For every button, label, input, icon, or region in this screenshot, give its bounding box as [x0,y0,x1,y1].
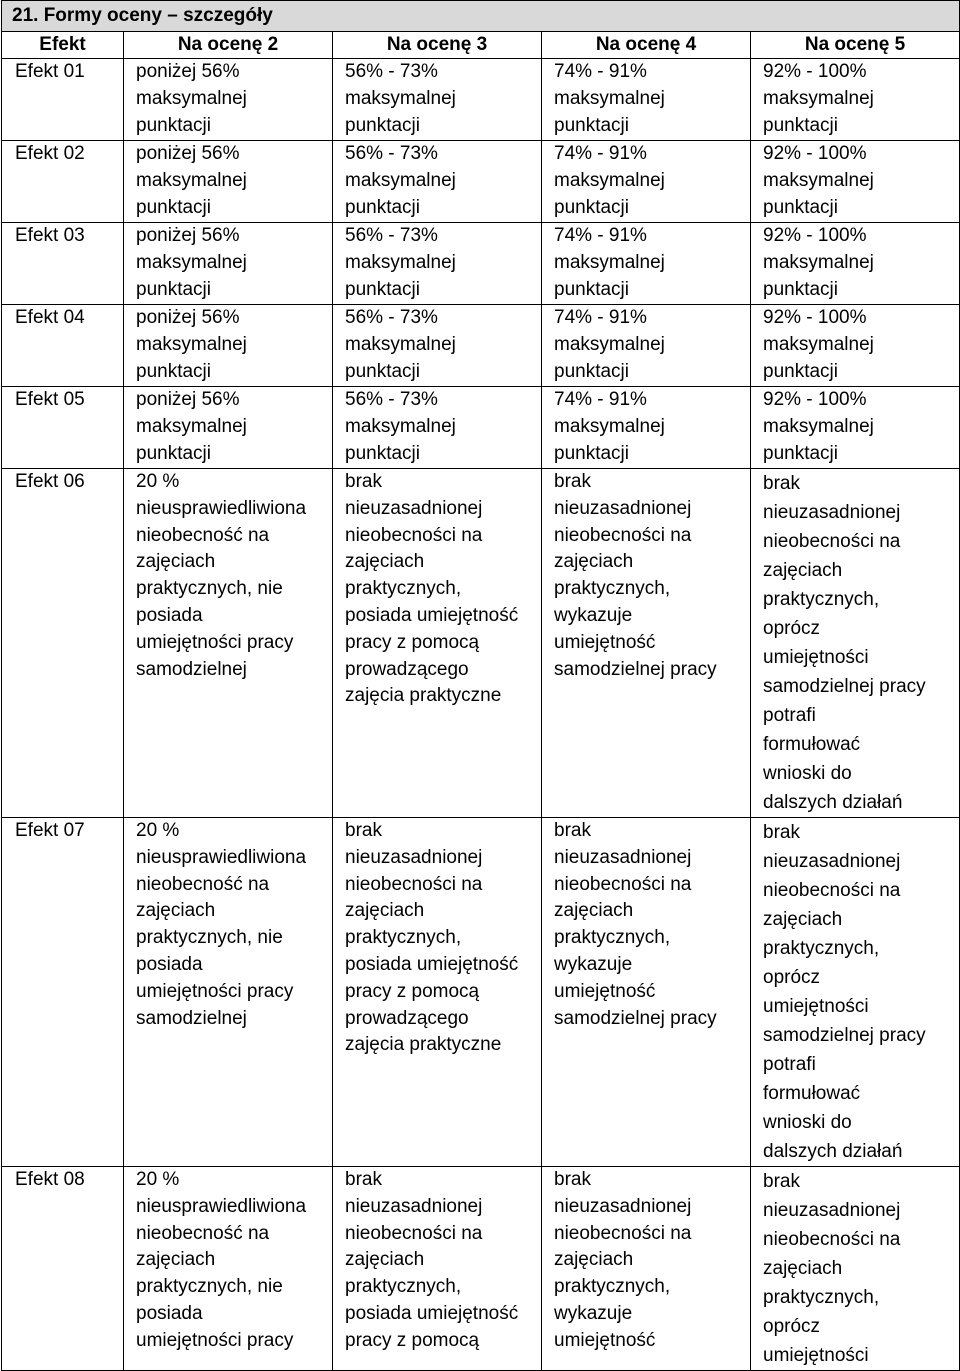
cell-text: 56% - 73% maksymalnej punktacji [345,307,456,382]
cell-text: 56% - 73% maksymalnej punktacji [345,143,456,218]
header-row [2,32,960,59]
cell-text: brak nieuzasadnionej nieobecności na zajęciach praktycznych, oprócz umiejętności samodzielnej pracy potrafi formułować wnioski do dalszych działań [763,473,926,813]
grade-5-cell [751,223,960,305]
grade-4-cell [542,305,751,387]
table-row [2,469,960,818]
cell-text: 92% - 100% maksymalnej punktacji [763,61,874,136]
grade-5-cell [751,59,960,141]
table-row [2,818,960,1167]
grade-2-cell [124,818,333,1167]
grade-4-cell [542,818,751,1167]
efekt-cell [2,305,124,387]
cell-text: brak nieuzasadnionej nieobecności na zajęciach praktycznych, oprócz umiejętności samodzielnej pracy potrafi formułować wnioski do dalszych działań [763,822,926,1162]
cell-text: Efekt 05 [15,389,85,410]
grade-4-cell [542,387,751,469]
cell-text: Efekt 07 [15,820,85,841]
efekt-cell [2,387,124,469]
cell-text: 92% - 100% maksymalnej punktacji [763,389,874,464]
efekt-cell [2,1167,124,1371]
cell-text: Efekt 06 [15,471,85,492]
cell-text: 92% - 100% maksymalnej punktacji [763,225,874,300]
header-grade-4: Na ocenę 4 [542,32,751,59]
cell-text: Efekt 08 [15,1169,85,1190]
efekt-cell [2,223,124,305]
cell-text: brak nieuzasadnionej nieobecności na zajęciach praktycznych, posiada umiejętność pracy z pomocą prowadzącego zajęcia praktyczne [345,820,519,1056]
grade-5-cell [751,141,960,223]
table-title: 21. Formy oceny – szczegóły [2,1,960,32]
efekt-cell [2,469,124,818]
grade-4-cell [542,469,751,818]
cell-text: 92% - 100% maksymalnej punktacji [763,307,874,382]
table-row [2,1167,960,1371]
header-grade-3: Na ocenę 3 [333,32,542,59]
cell-text: poniżej 56% maksymalnej punktacji [136,143,247,218]
cell-text: 74% - 91% maksymalnej punktacji [554,307,665,382]
grade-2-cell [124,141,333,223]
cell-text: 74% - 91% maksymalnej punktacji [554,143,665,218]
table-row [2,223,960,305]
cell-text: Efekt 02 [15,143,85,164]
grade-2-cell [124,305,333,387]
cell-text: brak nieuzasadnionej nieobecności na zajęciach praktycznych, oprócz umiejętności [763,1171,901,1366]
grade-2-cell [124,1167,333,1371]
cell-text: brak nieuzasadnionej nieobecności na zajęciach praktycznych, wykazuje umiejętność [554,1169,692,1351]
header-grade-5: Na ocenę 5 [751,32,960,59]
cell-text: Efekt 04 [15,307,85,328]
grade-3-cell [333,469,542,818]
table-row [2,387,960,469]
grading-table [1,0,960,1371]
grade-3-cell [333,387,542,469]
title-row [2,1,960,32]
grade-5-cell [751,1167,960,1371]
grade-5-cell [751,305,960,387]
efekt-cell [2,59,124,141]
efekt-cell [2,141,124,223]
grade-4-cell [542,223,751,305]
cell-text: 20 % nieusprawiedliwiona nieobecność na zajęciach praktycznych, nie posiada umiejętności pracy samodzielnej [136,820,307,1029]
cell-text: 20 % nieusprawiedliwiona nieobecność na zajęciach praktycznych, nie posiada umiejętności pracy samodzielnej [136,471,307,680]
cell-text: 74% - 91% maksymalnej punktacji [554,61,665,136]
grade-3-cell [333,818,542,1167]
cell-text: brak nieuzasadnionej nieobecności na zajęciach praktycznych, posiada umiejętność pracy z pomocą [345,1169,519,1351]
grade-3-cell [333,223,542,305]
cell-text: poniżej 56% maksymalnej punktacji [136,61,247,136]
cell-text: Efekt 01 [15,61,85,82]
cell-text: 74% - 91% maksymalnej punktacji [554,389,665,464]
cell-text: 20 % nieusprawiedliwiona nieobecność na zajęciach praktycznych, nie posiada umiejętności pracy [136,1169,307,1351]
grade-2-cell [124,223,333,305]
cell-text: 56% - 73% maksymalnej punktacji [345,389,456,464]
cell-text: brak nieuzasadnionej nieobecności na zajęciach praktycznych, wykazuje umiejętność samodzielnej pracy [554,471,717,680]
cell-text: 74% - 91% maksymalnej punktacji [554,225,665,300]
grade-4-cell [542,59,751,141]
grade-5-cell [751,469,960,818]
cell-text: 56% - 73% maksymalnej punktacji [345,61,456,136]
cell-text: poniżej 56% maksymalnej punktacji [136,225,247,300]
grade-4-cell [542,1167,751,1371]
efekt-cell [2,818,124,1167]
cell-text: brak nieuzasadnionej nieobecności na zajęciach praktycznych, wykazuje umiejętność samodzielnej pracy [554,820,717,1029]
table-row [2,141,960,223]
grade-3-cell [333,1167,542,1371]
document-page [1,0,959,1371]
cell-text: poniżej 56% maksymalnej punktacji [136,307,247,382]
cell-text: poniżej 56% maksymalnej punktacji [136,389,247,464]
table-row [2,59,960,141]
grade-2-cell [124,59,333,141]
cell-text: brak nieuzasadnionej nieobecności na zajęciach praktycznych, posiada umiejętność pracy z pomocą prowadzącego zajęcia praktyczne [345,471,519,707]
cell-text: Efekt 03 [15,225,85,246]
grade-5-cell [751,818,960,1167]
grade-4-cell [542,141,751,223]
grade-5-cell [751,387,960,469]
cell-text: 92% - 100% maksymalnej punktacji [763,143,874,218]
grade-3-cell [333,59,542,141]
grade-3-cell [333,305,542,387]
grade-2-cell [124,387,333,469]
cell-text: 56% - 73% maksymalnej punktacji [345,225,456,300]
grade-3-cell [333,141,542,223]
grade-2-cell [124,469,333,818]
table-row [2,305,960,387]
header-efekt: Efekt [2,32,124,59]
header-grade-2: Na ocenę 2 [124,32,333,59]
